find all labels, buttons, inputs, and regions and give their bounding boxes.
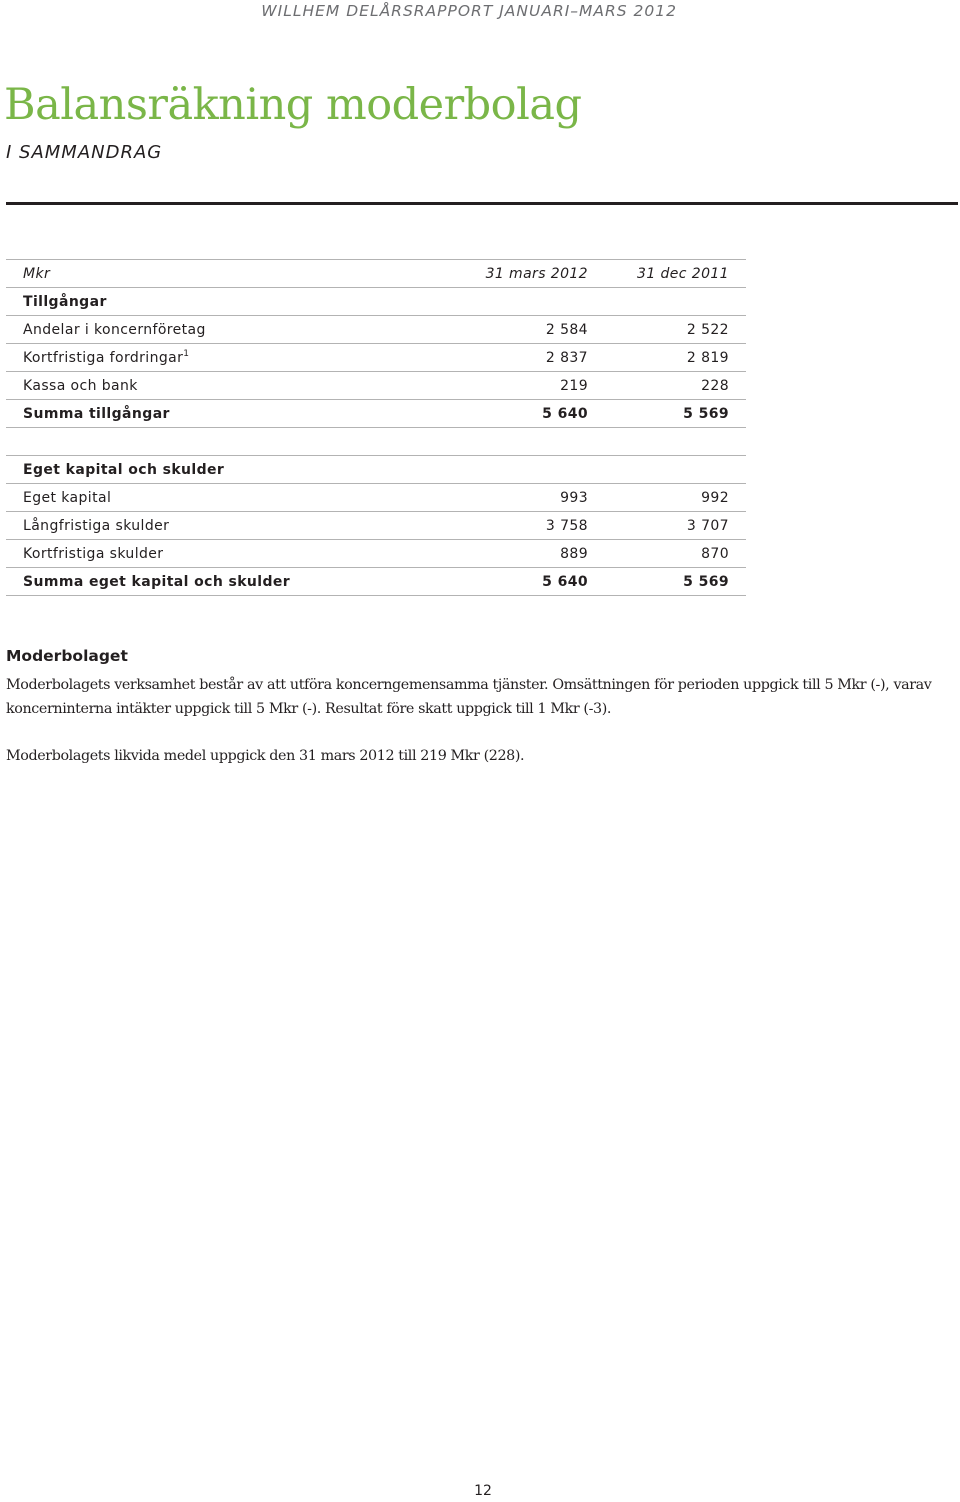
column-header-2012: 31 mars 2012 [453,260,588,288]
column-header-unit: Mkr [6,260,453,288]
total-2012: 5 640 [453,400,588,428]
value-2011: 228 [588,372,746,400]
balance-sheet-table [6,259,746,596]
value-2012: 993 [453,484,588,512]
total-label: Summa tillgångar [6,400,453,428]
table-row [6,344,746,372]
value-2011: 992 [588,484,746,512]
total-label: Summa eget kapital och skulder [6,568,453,596]
table-header-row [6,260,746,288]
total-2011: 5 569 [588,568,746,596]
value-2011: 870 [588,540,746,568]
value-2012: 889 [453,540,588,568]
row-label: Långfristiga skulder [6,512,453,540]
assets-heading: Tillgångar [6,288,453,316]
value-2012: 2 837 [453,344,588,372]
total-row [6,400,746,428]
total-2011: 5 569 [588,400,746,428]
section-heading-row [6,288,746,316]
table-row [6,540,746,568]
value-2012: 3 758 [453,512,588,540]
table-row [6,484,746,512]
total-2012: 5 640 [453,568,588,596]
section-heading-row [6,456,746,484]
row-label: Kortfristiga skulder [6,540,453,568]
page-subtitle: I SAMMANDRAG [6,142,163,163]
commentary-paragraph: Moderbolagets likvida medel uppgick den 31 mars 2012 till 219 Mkr (228). [6,748,525,764]
running-header: WILLHEM DELÅRSRAPPORT JANUARI–MARS 2012 [261,2,677,20]
value-2011: 2 819 [588,344,746,372]
table-row [6,372,746,400]
page-number: 12 [474,1483,492,1499]
spacer-row [6,428,746,456]
equity-liabilities-heading: Eget kapital och skulder [6,456,453,484]
table-row [6,316,746,344]
row-label-with-note [6,344,453,372]
row-label: Eget kapital [6,484,453,512]
value-2011: 2 522 [588,316,746,344]
commentary-heading: Moderbolaget [6,647,128,665]
row-label: Kortfristiga fordringar [23,349,184,366]
table-row [6,512,746,540]
row-label: Kassa och bank [6,372,453,400]
column-header-2011: 31 dec 2011 [588,260,746,288]
page-title: Balansräkning moderbolag [4,80,582,130]
footnote-marker: 1 [183,348,190,359]
row-label: Andelar i koncernföretag [6,316,453,344]
heading-divider [6,202,958,205]
value-2011: 3 707 [588,512,746,540]
total-row [6,568,746,596]
value-2012: 219 [453,372,588,400]
commentary-paragraph: Moderbolagets verksamhet består av att utföra koncerngemensamma tjänster. Omsättningen för perioden uppgick till 5 Mkr (-), varav koncerninterna intäkter uppgick till 5 Mkr (-). Resultat före skatt uppgick till 1 Mkr (-3). [6,677,932,717]
value-2012: 2 584 [453,316,588,344]
